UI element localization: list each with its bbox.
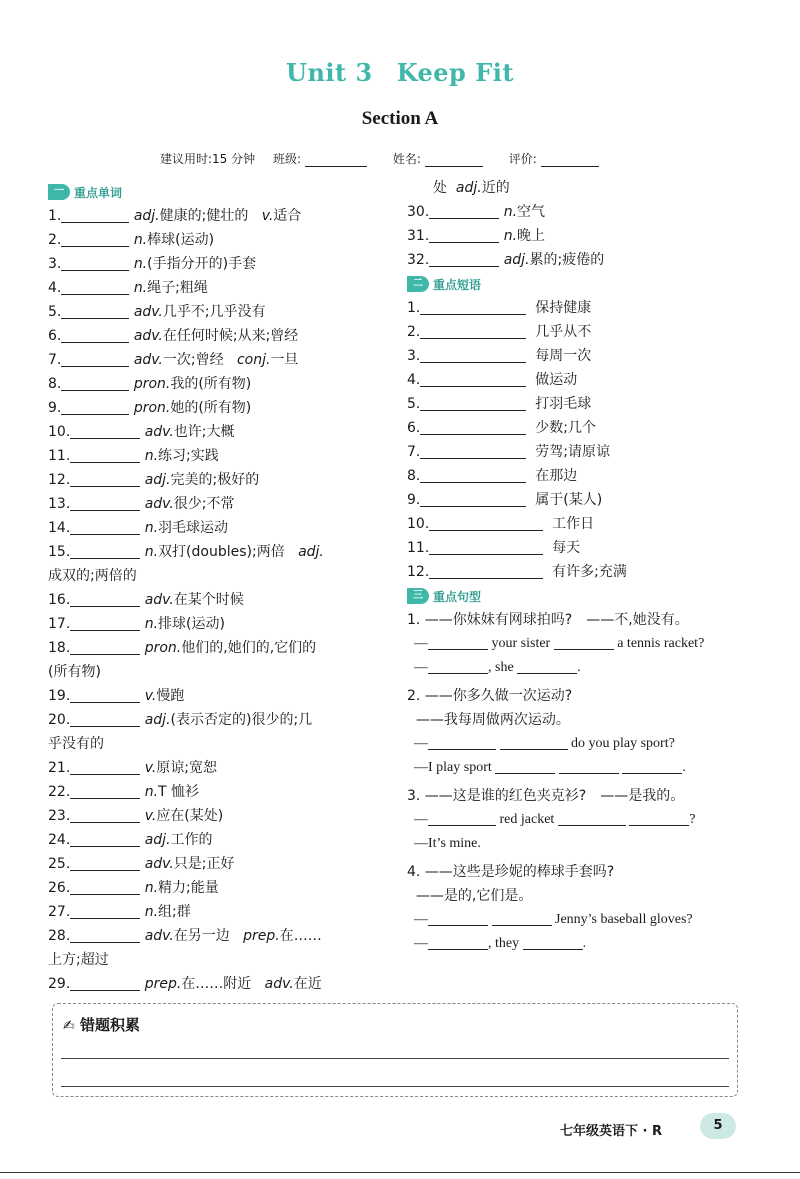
part-of-speech: adj. — [503, 252, 530, 268]
item-number: 7. — [407, 444, 421, 460]
meaning: 累的;疲倦的 — [529, 252, 605, 268]
sentence-1-en-answer: — , she . — [407, 656, 747, 680]
item-number: 10. — [48, 424, 71, 440]
part-of-speech: adj. — [144, 712, 171, 728]
word-line — [48, 588, 393, 612]
word-line-continued — [48, 948, 393, 972]
part-of-speech: prep. — [144, 976, 182, 992]
unit-title — [0, 58, 800, 87]
answer-blank[interactable] — [61, 326, 129, 343]
phrase-line — [407, 440, 747, 464]
answer-blank[interactable] — [61, 254, 129, 271]
item-number: 29. — [48, 976, 71, 992]
answer-blank[interactable] — [70, 638, 140, 655]
phrase-line — [407, 392, 747, 416]
score-field[interactable] — [541, 153, 599, 167]
answer-blank[interactable] — [70, 422, 140, 439]
part-of-speech: n. — [503, 228, 518, 244]
section-badge-words — [48, 183, 122, 201]
answer-blank[interactable] — [61, 350, 129, 367]
item-number: 12. — [407, 564, 430, 580]
word-line-continued — [48, 732, 393, 756]
item-number: 9. — [48, 400, 62, 416]
word-line — [48, 300, 393, 324]
meaning: 组;群 — [158, 904, 191, 920]
badge-label: 重点短语 — [433, 277, 482, 292]
item-number: 24. — [48, 832, 71, 848]
part-of-speech: adv. — [264, 976, 294, 992]
item-number: 4. — [407, 372, 421, 388]
word-line-continued — [48, 660, 393, 684]
meaning: 只是;正好 — [173, 856, 235, 872]
phrase-line — [407, 296, 747, 320]
word-line — [48, 372, 393, 396]
score-label: 评价: — [508, 152, 537, 166]
answer-blank[interactable] — [495, 757, 555, 774]
meaning: 精力;能量 — [158, 880, 219, 896]
phrase-line — [407, 416, 747, 440]
item-number: 7. — [48, 352, 62, 368]
part-of-speech: adv. — [133, 352, 163, 368]
meaning: 很少;不常 — [173, 496, 235, 512]
word-line — [48, 636, 393, 660]
part-of-speech: n. — [144, 616, 159, 632]
part-of-speech: n. — [144, 544, 159, 560]
section-badge-phrases — [407, 275, 481, 293]
part-of-speech: n. — [144, 904, 159, 920]
page-number: 5 — [700, 1113, 736, 1139]
answer-blank[interactable] — [500, 733, 568, 750]
item-number: 5. — [48, 304, 62, 320]
badge-number: 二 — [407, 276, 429, 292]
phrase-meaning: 做运动 — [535, 372, 578, 388]
word-line — [48, 972, 393, 996]
part-of-speech: n. — [133, 256, 148, 272]
answer-blank[interactable] — [70, 686, 140, 703]
word-line — [48, 204, 393, 228]
part-of-speech: pron. — [133, 400, 171, 416]
phrase-meaning: 少数;几个 — [535, 420, 596, 436]
error-collection-box — [52, 1003, 738, 1097]
meaning: 健康的;健壮的 — [159, 208, 249, 224]
item-number: 17. — [48, 616, 71, 632]
phrase-line — [407, 464, 747, 488]
meaning: 我的(所有物) — [170, 376, 252, 392]
meaning: 近的 — [481, 180, 510, 196]
item-number: 2. — [407, 324, 421, 340]
word-line — [407, 248, 747, 272]
answer-blank[interactable] — [629, 809, 689, 826]
item-number: 26. — [48, 880, 71, 896]
item-number: 10. — [407, 516, 430, 532]
meaning: 棒球(运动) — [147, 232, 215, 248]
part-of-speech: adj. — [133, 208, 160, 224]
meaning: 完美的;极好的 — [170, 472, 260, 488]
item-number: 28. — [48, 928, 71, 944]
answer-blank[interactable] — [70, 446, 140, 463]
answer-blank[interactable] — [429, 562, 543, 579]
meaning: 空气 — [517, 204, 546, 220]
part-of-speech: conj. — [236, 352, 271, 368]
word-line — [407, 200, 747, 224]
sentence-4-en: — Jenny’s baseball gloves? — [407, 908, 747, 932]
name-field[interactable] — [425, 153, 483, 167]
part-of-speech: n. — [144, 448, 159, 464]
word-line — [48, 756, 393, 780]
meaning: 在另一边 — [173, 928, 230, 944]
class-field[interactable] — [305, 153, 367, 167]
phrase-meaning: 劳驾;请原谅 — [535, 444, 610, 460]
item-number: 8. — [407, 468, 421, 484]
item-number: 14. — [48, 520, 71, 536]
error-writing-line[interactable] — [61, 1058, 729, 1059]
meaning: 也许;大概 — [173, 424, 235, 440]
item-number: 30. — [407, 204, 430, 220]
item-number: 21. — [48, 760, 71, 776]
section-badge-sentences — [407, 587, 481, 605]
answer-blank[interactable] — [420, 394, 526, 411]
sentence-4-en-answer: — , they . — [407, 932, 747, 956]
item-number: 25. — [48, 856, 71, 872]
word-line — [48, 828, 393, 852]
meaning: 绳子;粗绳 — [147, 280, 208, 296]
item-number: 5. — [407, 396, 421, 412]
word-line — [48, 444, 393, 468]
answer-blank[interactable] — [420, 490, 526, 507]
word-line — [48, 420, 393, 444]
answer-blank[interactable] — [70, 902, 140, 919]
phrase-line — [407, 512, 747, 536]
sentence-list — [407, 608, 747, 956]
item-number: 15. — [48, 544, 71, 560]
answer-blank[interactable] — [70, 830, 140, 847]
part-of-speech: adv. — [144, 496, 174, 512]
phrase-line — [407, 368, 747, 392]
item-number: 4. — [48, 280, 62, 296]
book-name: 七年级英语下 · R — [560, 1124, 663, 1139]
part-of-speech: n. — [503, 204, 518, 220]
word-line — [48, 396, 393, 420]
item-number: 19. — [48, 688, 71, 704]
part-of-speech: adv. — [144, 856, 174, 872]
word-line — [48, 876, 393, 900]
phrase-meaning: 每周一次 — [535, 348, 592, 364]
left-column — [48, 180, 393, 996]
phrase-line — [407, 344, 747, 368]
meaning: T 恤衫 — [158, 784, 200, 800]
sentence-1-cn: 1. ——你妹妹有网球拍吗? ——不,她没有。 — [407, 612, 689, 628]
word-line — [48, 492, 393, 516]
phrase-meaning: 有许多;充满 — [552, 564, 627, 580]
item-number: 11. — [48, 448, 71, 464]
answer-blank[interactable] — [61, 206, 129, 223]
phrase-list — [407, 296, 747, 584]
phrase-line — [407, 488, 747, 512]
phrase-meaning: 在那边 — [535, 468, 578, 484]
phrase-meaning: 工作日 — [552, 516, 595, 532]
word-line-continued — [407, 176, 747, 200]
meaning: 一旦 — [270, 352, 299, 368]
word-line — [48, 780, 393, 804]
unit-name: Keep Fit — [396, 58, 514, 87]
part-of-speech: adj. — [455, 180, 482, 196]
answer-blank[interactable] — [558, 809, 626, 826]
word-line-continued — [48, 564, 393, 588]
word-line — [48, 924, 393, 948]
sentence-4-cn: 4. ——这些是珍妮的棒球手套吗? — [407, 864, 615, 880]
part-of-speech: adv. — [133, 328, 163, 344]
word-line — [407, 224, 747, 248]
answer-blank[interactable] — [70, 782, 140, 799]
answer-blank[interactable] — [70, 710, 140, 727]
answer-blank[interactable] — [429, 538, 543, 555]
meaning: 她的(所有物) — [170, 400, 252, 416]
item-number: 31. — [407, 228, 430, 244]
word-line — [48, 348, 393, 372]
answer-blank[interactable] — [70, 470, 140, 487]
answer-blank[interactable] — [70, 854, 140, 871]
part-of-speech: n. — [133, 280, 148, 296]
answer-blank[interactable] — [70, 614, 140, 631]
meaning: 在…… — [279, 928, 322, 944]
line-continuation: (所有物) — [48, 664, 101, 680]
phrase-meaning: 保持健康 — [535, 300, 592, 316]
answer-blank[interactable] — [70, 974, 140, 991]
part-of-speech: adv. — [144, 424, 174, 440]
sentence-1-en: — your sister a tennis racket? — [407, 632, 747, 656]
meaning: 工作的 — [170, 832, 213, 848]
answer-blank[interactable] — [429, 202, 499, 219]
phrase-meaning: 每天 — [552, 540, 581, 556]
meaning: 羽毛球运动 — [158, 520, 229, 536]
answer-blank[interactable] — [492, 909, 552, 926]
line-continuation: 上方;超过 — [48, 952, 109, 968]
name-label: 姓名: — [392, 152, 421, 166]
answer-blank[interactable] — [429, 250, 499, 267]
meaning: (手指分开的)手套 — [147, 256, 257, 272]
suggested-time: 建议用时:15 分钟 — [160, 152, 256, 166]
item-number: 3. — [48, 256, 62, 272]
word-line — [48, 252, 393, 276]
meaning: 双打(doubles);两倍 — [158, 544, 285, 560]
item-number: 6. — [48, 328, 62, 344]
answer-blank[interactable] — [420, 418, 526, 435]
word-line — [48, 540, 393, 564]
part-of-speech: adj. — [298, 544, 324, 560]
item-number: 20. — [48, 712, 71, 728]
answer-blank[interactable] — [428, 657, 488, 674]
meaning: 原谅;宽恕 — [156, 760, 218, 776]
answer-blank[interactable] — [622, 757, 682, 774]
item-number: 12. — [48, 472, 71, 488]
part-of-speech: n. — [144, 784, 159, 800]
word-list-continued — [407, 176, 747, 272]
part-of-speech: v. — [144, 760, 157, 776]
answer-blank[interactable] — [70, 590, 140, 607]
answer-blank[interactable] — [70, 758, 140, 775]
phrase-meaning: 属于(某人) — [535, 492, 603, 508]
answer-blank[interactable] — [428, 809, 496, 826]
answer-blank[interactable] — [61, 230, 129, 247]
word-line — [48, 684, 393, 708]
answer-blank[interactable] — [420, 442, 526, 459]
meaning: 在任何时候;从来;曾经 — [162, 328, 299, 344]
sentence-3-en-answer: —It’s mine. — [414, 836, 481, 851]
answer-blank[interactable] — [70, 518, 140, 535]
answer-blank[interactable] — [429, 514, 543, 531]
part-of-speech: adv. — [133, 304, 163, 320]
word-line — [48, 276, 393, 300]
phrase-line — [407, 320, 747, 344]
item-number: 13. — [48, 496, 71, 512]
answer-blank[interactable] — [70, 542, 140, 559]
answer-blank[interactable] — [428, 633, 488, 650]
badge-label: 重点单词 — [74, 185, 123, 200]
answer-blank[interactable] — [61, 398, 129, 415]
part-of-speech: n. — [144, 520, 159, 536]
answer-blank[interactable] — [70, 926, 140, 943]
answer-blank[interactable] — [429, 226, 499, 243]
meaning: 适合 — [273, 208, 302, 224]
item-number: 23. — [48, 808, 71, 824]
badge-number: 三 — [407, 588, 429, 604]
answer-blank[interactable] — [523, 933, 583, 950]
word-line — [48, 900, 393, 924]
unit-number: Unit 3 — [286, 58, 373, 87]
word-line — [48, 612, 393, 636]
part-of-speech: v. — [144, 808, 157, 824]
part-of-speech: pron. — [144, 640, 182, 656]
word-line — [48, 516, 393, 540]
meaning: 在某个时候 — [173, 592, 244, 608]
answer-blank[interactable] — [70, 878, 140, 895]
word-line — [48, 468, 393, 492]
meaning: (表示否定的)很少的;几 — [170, 712, 313, 728]
meaning: 慢跑 — [156, 688, 185, 704]
meaning: 在近 — [293, 976, 322, 992]
error-writing-line[interactable] — [61, 1086, 729, 1087]
answer-blank[interactable] — [61, 302, 129, 319]
answer-blank[interactable] — [420, 466, 526, 483]
sentence-2-en-answer: —I play sport . — [407, 756, 747, 780]
part-of-speech: adv. — [144, 928, 174, 944]
part-of-speech: adv. — [144, 592, 174, 608]
answer-blank[interactable] — [559, 757, 619, 774]
word-line — [48, 708, 393, 732]
pen-icon: ✍ — [63, 1018, 75, 1034]
sentence-3-cn: 3. ——这是谁的红色夹克衫? ——是我的。 — [407, 788, 685, 804]
meaning: 晚上 — [517, 228, 546, 244]
part-of-speech: adj. — [144, 832, 171, 848]
error-box-title: ✍ 错题积累 — [63, 1016, 140, 1034]
sentence-3-en: — red jacket ? — [407, 808, 747, 832]
phrase-meaning: 打羽毛球 — [535, 396, 592, 412]
info-line — [160, 150, 603, 167]
answer-blank[interactable] — [517, 657, 577, 674]
meaning: 练习;实践 — [158, 448, 219, 464]
word-line — [48, 804, 393, 828]
answer-blank[interactable] — [420, 346, 526, 363]
badge-number: 一 — [48, 184, 70, 200]
meaning: 排球(运动) — [158, 616, 225, 632]
meaning: 应在(某处) — [156, 808, 224, 824]
line-continuation: 乎没有的 — [48, 736, 104, 752]
phrase-meaning: 几乎从不 — [535, 324, 592, 340]
word-line — [48, 228, 393, 252]
sentence-4-cn-answer: ——是的,它们是。 — [415, 888, 533, 904]
item-number: 18. — [48, 640, 71, 656]
word-line — [48, 852, 393, 876]
answer-blank[interactable] — [420, 298, 526, 315]
item-number: 27. — [48, 904, 71, 920]
bottom-rule — [0, 1172, 800, 1173]
item-number: 6. — [407, 420, 421, 436]
section-title: Section A — [361, 108, 439, 129]
answer-blank[interactable] — [428, 909, 488, 926]
part-of-speech: prep. — [243, 928, 280, 944]
meaning: 一次;曾经 — [162, 352, 224, 368]
word-line — [48, 324, 393, 348]
item-number: 16. — [48, 592, 71, 608]
word-list — [48, 204, 393, 996]
item-number: 3. — [407, 348, 421, 364]
sentence-2-en: — do you play sport? — [407, 732, 747, 756]
line-continuation: 处 — [433, 180, 447, 196]
item-number: 22. — [48, 784, 71, 800]
class-label: 班级: — [272, 152, 302, 166]
answer-blank[interactable] — [61, 374, 129, 391]
top-mark — [396, 34, 436, 44]
part-of-speech: v. — [144, 688, 157, 704]
part-of-speech: pron. — [133, 376, 171, 392]
part-of-speech: adj. — [144, 472, 171, 488]
item-number: 9. — [407, 492, 421, 508]
phrase-line — [407, 560, 747, 584]
answer-blank[interactable] — [420, 370, 526, 387]
item-number: 1. — [48, 208, 62, 224]
item-number: 8. — [48, 376, 62, 392]
sentence-2-cn: 2. ——你多久做一次运动? — [407, 688, 573, 704]
meaning: 在……附近 — [181, 976, 252, 992]
answer-blank[interactable] — [61, 278, 129, 295]
item-number: 32. — [407, 252, 430, 268]
phrase-line — [407, 536, 747, 560]
answer-blank[interactable] — [428, 733, 496, 750]
answer-blank[interactable] — [554, 633, 614, 650]
answer-blank[interactable] — [70, 806, 140, 823]
badge-label: 重点句型 — [433, 589, 482, 604]
part-of-speech: v. — [261, 208, 274, 224]
right-column — [407, 176, 747, 956]
line-continuation: 成双的;两倍的 — [48, 568, 137, 584]
part-of-speech: n. — [133, 232, 148, 248]
item-number: 11. — [407, 540, 430, 556]
meaning: 几乎不;几乎没有 — [162, 304, 266, 320]
answer-blank[interactable] — [70, 494, 140, 511]
answer-blank[interactable] — [420, 322, 526, 339]
sentence-2-cn-answer: ——我每周做两次运动。 — [415, 712, 570, 728]
answer-blank[interactable] — [428, 933, 488, 950]
meaning: 他们的,她们的,它们的 — [181, 640, 317, 656]
item-number: 2. — [48, 232, 62, 248]
part-of-speech: n. — [144, 880, 159, 896]
item-number: 1. — [407, 300, 421, 316]
